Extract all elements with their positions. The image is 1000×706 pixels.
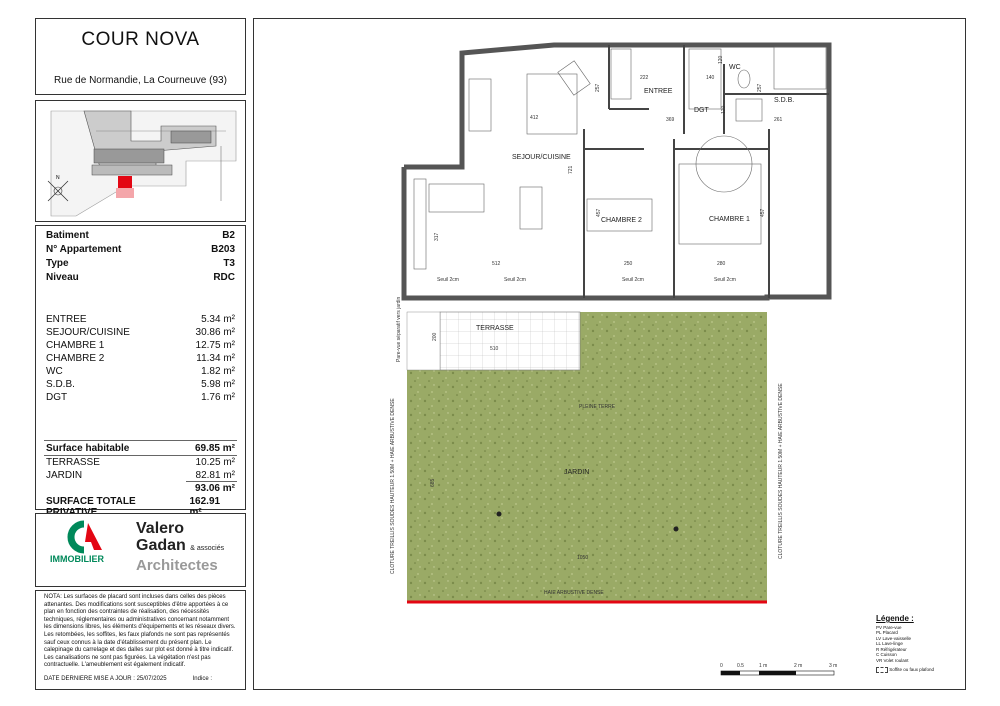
svg-text:317: 317 xyxy=(434,232,440,241)
room-label-terrasse: TERRASSE xyxy=(476,325,514,332)
info-row-appartement: N° Appartement B203 xyxy=(46,244,235,255)
legend-item: LV Lave-vaisselle xyxy=(876,635,911,641)
project-address: Rue de Normandie, La Courneuve (93) xyxy=(54,75,227,86)
svg-text:2 m: 2 m xyxy=(794,663,803,669)
notes-panel xyxy=(35,590,246,690)
divider xyxy=(186,481,237,482)
room-row: CHAMBRE 2 11.34 m² xyxy=(46,353,235,364)
svg-text:Seuil 2cm: Seuil 2cm xyxy=(714,277,736,283)
notes-footer xyxy=(44,676,237,684)
svg-text:257: 257 xyxy=(595,83,601,92)
svg-text:222: 222 xyxy=(640,75,649,81)
room-label-wc: WC xyxy=(729,64,741,71)
site-map xyxy=(35,100,246,222)
room-label-chambre2: CHAMBRE 2 xyxy=(601,217,642,224)
apartment-location-marker xyxy=(118,176,132,188)
svg-text:120: 120 xyxy=(718,55,724,64)
logo-panel xyxy=(35,513,246,587)
svg-text:Seuil 2cm: Seuil 2cm xyxy=(504,277,526,283)
divider xyxy=(44,440,237,441)
svg-text:1050: 1050 xyxy=(577,555,589,561)
room-row: CHAMBRE 1 12.75 m² xyxy=(46,340,235,351)
svg-text:257: 257 xyxy=(757,83,763,92)
room-row: WC 1.82 m² xyxy=(46,366,235,377)
svg-text:457: 457 xyxy=(596,208,602,217)
bank-brand-label: IMMOBILIER xyxy=(50,554,104,564)
terrasse-row: TERRASSE 10.25 m² xyxy=(46,457,235,468)
svg-text:3 m: 3 m xyxy=(829,663,838,669)
left-fence-label: CLOTURE TREILLIS SOUDES HAUTEUR 1.50M + HAIE ARBUSTIVE DENSE xyxy=(390,398,396,574)
info-row-batiment: Batiment B2 xyxy=(46,230,235,241)
scale-bar xyxy=(720,663,837,675)
svg-text:510: 510 xyxy=(490,346,499,352)
tree-marker xyxy=(674,527,679,532)
jardin-row: JARDIN 82.81 m² xyxy=(46,470,235,481)
legend xyxy=(876,616,962,673)
room-label-chambre1: CHAMBRE 1 xyxy=(709,216,750,223)
room-label-pleine-terre: PLEINE TERRE xyxy=(579,404,616,410)
room-label-dgt: DGT xyxy=(694,107,709,114)
legend-title: Légende : xyxy=(876,614,914,623)
svg-text:140: 140 xyxy=(706,75,715,81)
tree-marker xyxy=(497,512,502,517)
svg-text:261: 261 xyxy=(774,117,783,123)
floor-plan-panel xyxy=(253,18,966,690)
legend-item: PV Pare-vue xyxy=(876,624,902,630)
svg-text:200: 200 xyxy=(432,332,438,341)
room-label-entree: ENTREE xyxy=(644,88,673,95)
title-panel xyxy=(35,18,246,95)
svg-text:0.5: 0.5 xyxy=(737,663,744,669)
architect-logo: Valero Gadan & associés Architectes xyxy=(136,520,225,574)
svg-text:457: 457 xyxy=(760,208,766,217)
legend-item: R Réfrigérateur xyxy=(876,646,907,652)
terrace-area xyxy=(440,312,580,370)
habitable-row: Surface habitable 69.85 m² xyxy=(46,443,235,454)
apartment-info-panel xyxy=(35,225,246,510)
svg-text:512: 512 xyxy=(492,261,501,267)
index-label: Indice : xyxy=(192,676,212,683)
total-row: SURFACE TOTALE 162.91 xyxy=(46,496,221,507)
info-row-niveau: Niveau RDC xyxy=(46,272,235,283)
legend-item: PL Placard xyxy=(876,630,898,635)
floor-plan xyxy=(254,19,965,689)
room-row: S.D.B. 5.98 m² xyxy=(46,379,235,390)
dashed-box-icon xyxy=(876,667,888,673)
svg-text:Seuil 2cm: Seuil 2cm xyxy=(437,277,459,283)
room-row: SEJOUR/CUISINE 30.86 m² xyxy=(46,327,235,338)
site-map-drawing xyxy=(36,101,245,221)
svg-text:685: 685 xyxy=(430,478,436,487)
exterior-walls xyxy=(404,45,829,298)
room-label-jardin: JARDIN xyxy=(564,469,590,476)
project-title: COUR NOVA xyxy=(81,29,200,50)
legend-item: VR Volet roulant xyxy=(876,657,909,663)
svg-text:250: 250 xyxy=(624,261,633,267)
svg-text:N: N xyxy=(56,175,60,181)
svg-text:1 m: 1 m xyxy=(759,663,768,669)
svg-text:Seuil 2cm: Seuil 2cm xyxy=(622,277,644,283)
room-label-sejour: SEJOUR/CUISINE xyxy=(512,154,571,161)
svg-text:280: 280 xyxy=(717,261,726,267)
svg-text:721: 721 xyxy=(568,165,574,174)
disclaimer-text: NOTA: Les surfaces de placard sont incluses dans celles des pièces attenantes. Des modifications sont susceptibles d'être apportées à ce plan en fonction des contraintes de réalisation, des nécessités techniques, réglementaires ou administratives concernant notamment les dimensions libres, les éléments d'équipements et les réseaux divers. Les retombées, les soffites, les faux plafonds ne sont pas représentés sauf ceux connus à la date d'établissement du présent plan. Le calepinage du carrelage et des dalles sur plot est donné à titre indicatif. Les canalisations ne sont pas figurées. La végétation n'est pas contractuelle. L'ameublement est également indicatif. xyxy=(44,594,236,669)
svg-text:120: 120 xyxy=(721,105,727,114)
svg-text:0: 0 xyxy=(720,663,723,669)
interior-walls xyxy=(584,45,829,298)
legend-item: LL Lave-linge xyxy=(876,641,903,646)
pare-vue-label: Pare-vue séparatif vers jardin xyxy=(396,296,402,362)
credit-agricole-logo xyxy=(58,520,108,554)
svg-text:412: 412 xyxy=(530,115,539,121)
thresholds xyxy=(437,277,736,283)
update-date: DATE DERNIERE MISE A JOUR : 25/07/2025 xyxy=(44,676,167,683)
room-row: DGT 1.76 m² xyxy=(46,392,235,403)
svg-text:369: 369 xyxy=(666,117,675,123)
info-row-type: Type T3 xyxy=(46,258,235,269)
legend-item-soffit: Soffite ou faux plafond xyxy=(876,667,962,673)
exterior-sum-row: 93.06 m² xyxy=(194,483,235,494)
room-row: ENTREE 5.34 m² xyxy=(46,314,235,325)
room-label-sdb: S.D.B. xyxy=(774,97,795,104)
hedge-label: HAIE ARBUSTIVE DENSE xyxy=(544,590,604,596)
legend-item: C Cuisson xyxy=(876,652,897,657)
divider xyxy=(44,455,237,456)
furniture xyxy=(414,47,826,269)
right-fence-label: CLOTURE TREILLIS SOUDES HAUTEUR 1.50M + HAIE ARBUSTIVE DENSE xyxy=(778,383,784,559)
